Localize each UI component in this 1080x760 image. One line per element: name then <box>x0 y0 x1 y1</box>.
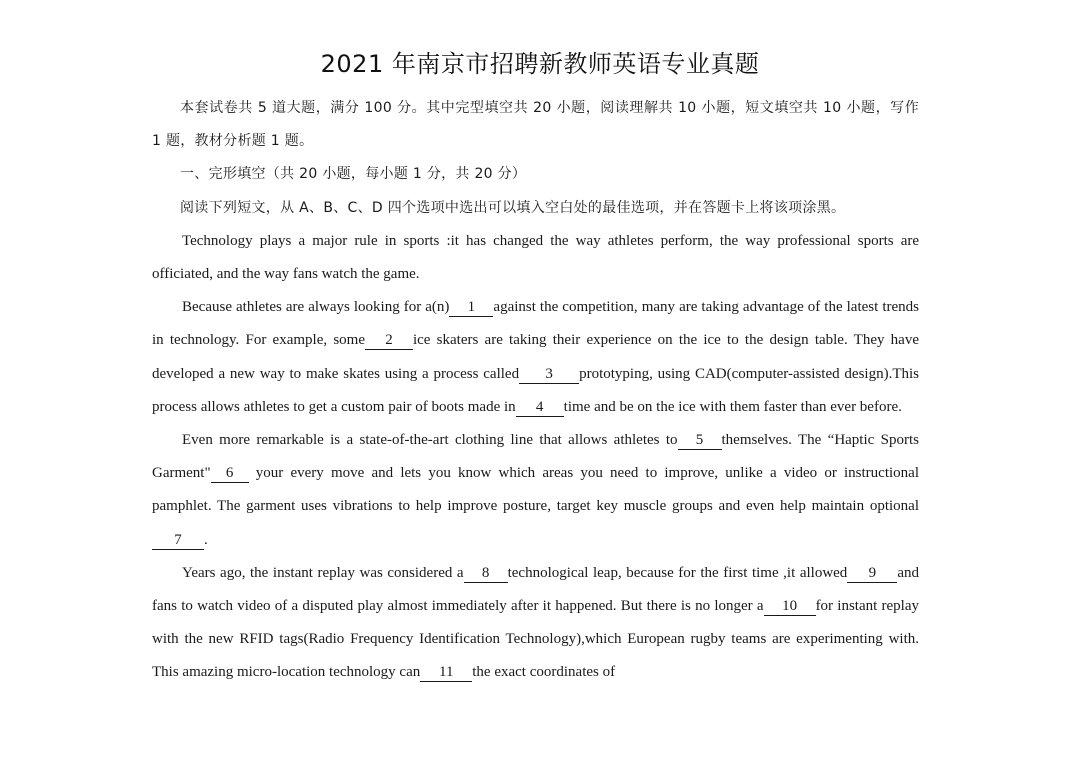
passage-text: Years ago, the instant replay was considered a <box>182 564 464 581</box>
passage-text: the exact coordinates of <box>472 664 616 681</box>
instruction-paragraph: 阅读下列短文，从 A、B、C、D 四个选项中选出可以填入空白处的最佳选项，并在答题卡上将该项涂黑。 <box>180 199 846 216</box>
passage-text: Even more remarkable is a state-of-the-art clothing line that allows athletes to <box>182 432 678 449</box>
passage-text: themselves. The “Haptic Sports Garment" <box>152 432 919 482</box>
passage-paragraph-4 <box>152 557 919 690</box>
passage-text: and fans to watch video of a disputed play almost immediately after it happened. But there is no longer a <box>152 564 919 615</box>
passage-paragraph-1: Technology plays a major rule in sports :it has changed the way athletes perform, the way professional sports are officiated, and the way fans watch the game. <box>152 232 919 283</box>
page-title: 2021 年南京市招聘新教师英语专业真题 <box>320 50 760 78</box>
blank-6: 6 <box>211 464 249 483</box>
blank-11: 11 <box>420 663 472 682</box>
passage-text: prototyping, using CAD(computer-assisted design).This process allows athletes to get a custom pair of boots made in <box>152 365 920 415</box>
blank-5: 5 <box>678 431 722 450</box>
passage-text: . <box>204 531 208 548</box>
passage-text: time and be on the ice with them faster than ever before. <box>563 398 902 415</box>
passage-text: ice skaters are taking their experience on the ice to the design table. They have developed a new way to make skates using a process called <box>152 332 919 382</box>
blank-3: 3 <box>519 365 579 384</box>
passage-text: against the competition, many are taking advantage of the latest trends in technology. For example, some <box>152 299 919 349</box>
intro-paragraph: 本套试卷共 5 道大题，满分 100 分。其中完型填空共 20 小题，阅读理解共 10 小题，短文填空共 10 小题，写作 1 题，教材分析题 1 题。 <box>152 100 919 150</box>
blank-4: 4 <box>516 398 564 417</box>
blank-7: 7 <box>152 531 204 550</box>
passage-text: Because athletes are always looking for a(n) <box>182 299 450 316</box>
passage-text: your every move and lets you know which areas you need to improve, unlike a video or instructional pamphlet. The garment uses vibrations to help improve posture, target key muscle groups and even help maintain optional <box>152 465 919 515</box>
passage-text: technological leap, because for the first time ,it allowed <box>507 564 848 581</box>
blank-10: 10 <box>764 597 816 616</box>
blank-2: 2 <box>365 331 413 350</box>
blank-1: 1 <box>449 298 493 317</box>
blank-9: 9 <box>847 564 897 583</box>
passage-text: for instant replay with the new RFID tags(Radio Frequency Identification Technology),which European rugby teams are experimenting with. This amazing micro-location technology can <box>152 598 920 681</box>
passage-paragraph-3 <box>152 424 919 557</box>
document-body <box>152 92 919 690</box>
passage-paragraph-2 <box>152 291 919 424</box>
section-heading: 一、完形填空（共 20 小题，每小题 1 分，共 20 分） <box>180 166 527 183</box>
blank-8: 8 <box>464 564 508 583</box>
